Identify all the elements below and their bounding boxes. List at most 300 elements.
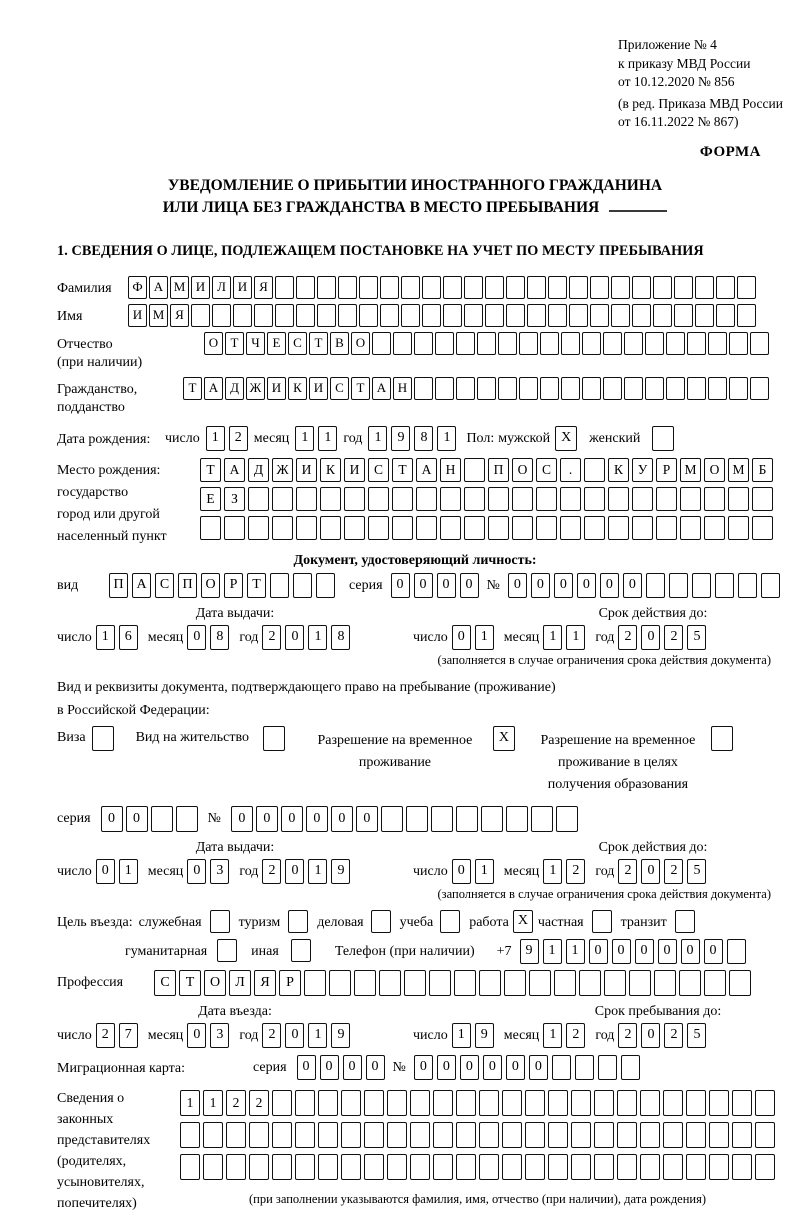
character-cell[interactable] [180,1122,200,1148]
character-cell[interactable] [381,806,403,832]
character-cell[interactable]: 0 [531,573,550,598]
character-cell[interactable] [422,276,441,299]
character-cell[interactable] [687,377,706,400]
character-cell[interactable]: 1 [180,1090,200,1116]
character-cell[interactable]: 6 [119,625,138,650]
character-cell[interactable] [401,276,420,299]
character-cell[interactable] [525,1154,545,1180]
character-cell[interactable]: 0 [635,939,654,964]
character-cell[interactable] [632,276,651,299]
character-cell[interactable] [527,304,546,327]
character-cell[interactable] [709,1090,729,1116]
character-cell[interactable] [233,304,252,327]
character-cell[interactable] [404,970,426,996]
character-cell[interactable] [653,304,672,327]
purpose-other-checkbox[interactable] [291,939,311,962]
character-cell[interactable] [548,276,567,299]
character-cell[interactable] [582,332,601,355]
character-cell[interactable] [338,276,357,299]
character-cell[interactable] [226,1122,246,1148]
character-cell[interactable] [440,516,461,540]
character-cell[interactable] [410,1154,430,1180]
character-cell[interactable] [320,487,341,511]
character-cell[interactable]: 3 [210,1023,229,1048]
character-cell[interactable] [498,377,517,400]
character-cell[interactable]: Ф [128,276,147,299]
character-cell[interactable]: О [704,458,725,482]
character-cell[interactable] [456,1122,476,1148]
character-cell[interactable] [729,332,748,355]
character-cell[interactable] [590,304,609,327]
character-cell[interactable] [525,1090,545,1116]
character-cell[interactable] [738,573,757,598]
character-cell[interactable] [506,304,525,327]
purpose-tourism-checkbox[interactable] [288,910,308,933]
character-cell[interactable]: 1 [96,625,115,650]
character-cell[interactable] [344,487,365,511]
character-cell[interactable]: Т [183,377,202,400]
character-cell[interactable] [380,276,399,299]
character-cell[interactable]: З [224,487,245,511]
character-cell[interactable] [317,276,336,299]
character-cell[interactable] [296,516,317,540]
character-cell[interactable]: 9 [475,1023,494,1048]
character-cell[interactable] [582,377,601,400]
character-cell[interactable] [392,516,413,540]
character-cell[interactable]: 0 [96,859,115,884]
character-cell[interactable] [226,1154,246,1180]
character-cell[interactable] [320,516,341,540]
character-cell[interactable] [653,276,672,299]
character-cell[interactable] [640,1090,660,1116]
character-cell[interactable] [364,1090,384,1116]
character-cell[interactable]: Р [656,458,677,482]
character-cell[interactable] [617,1122,637,1148]
character-cell[interactable]: 0 [704,939,723,964]
character-cell[interactable]: Е [267,332,286,355]
character-cell[interactable]: Ж [272,458,293,482]
character-cell[interactable] [632,516,653,540]
character-cell[interactable]: 0 [641,1023,660,1048]
character-cell[interactable] [296,487,317,511]
character-cell[interactable] [594,1122,614,1148]
character-cell[interactable]: О [204,970,226,996]
character-cell[interactable]: О [351,332,370,355]
character-cell[interactable] [686,1090,706,1116]
character-cell[interactable] [416,487,437,511]
character-cell[interactable]: 0 [306,806,328,832]
character-cell[interactable]: Ч [246,332,265,355]
character-cell[interactable]: Т [351,377,370,400]
character-cell[interactable] [519,332,538,355]
character-cell[interactable] [663,1090,683,1116]
character-cell[interactable]: С [536,458,557,482]
character-cell[interactable]: 0 [187,1023,206,1048]
character-cell[interactable]: И [191,276,210,299]
character-cell[interactable]: Д [225,377,244,400]
character-cell[interactable]: 1 [543,859,562,884]
character-cell[interactable] [387,1154,407,1180]
character-cell[interactable] [318,1122,338,1148]
character-cell[interactable] [645,377,664,400]
character-cell[interactable] [750,377,769,400]
character-cell[interactable]: 0 [508,573,527,598]
character-cell[interactable] [272,516,293,540]
character-cell[interactable] [393,332,412,355]
character-cell[interactable] [531,806,553,832]
character-cell[interactable]: 0 [452,625,471,650]
character-cell[interactable] [502,1122,522,1148]
character-cell[interactable] [477,332,496,355]
character-cell[interactable] [704,970,726,996]
character-cell[interactable] [715,573,734,598]
character-cell[interactable] [617,1154,637,1180]
character-cell[interactable] [464,458,485,482]
character-cell[interactable]: С [155,573,174,598]
character-cell[interactable] [249,1154,269,1180]
character-cell[interactable]: К [320,458,341,482]
character-cell[interactable] [341,1090,361,1116]
character-cell[interactable]: С [154,970,176,996]
character-cell[interactable] [368,487,389,511]
character-cell[interactable] [359,276,378,299]
character-cell[interactable]: 0 [641,625,660,650]
character-cell[interactable] [416,516,437,540]
character-cell[interactable] [359,304,378,327]
character-cell[interactable] [176,806,198,832]
character-cell[interactable] [329,970,351,996]
character-cell[interactable] [387,1122,407,1148]
purpose-study-checkbox[interactable] [440,910,460,933]
character-cell[interactable] [212,304,231,327]
character-cell[interactable] [598,1055,617,1080]
character-cell[interactable] [304,970,326,996]
character-cell[interactable] [479,1154,499,1180]
character-cell[interactable]: 1 [308,1023,327,1048]
character-cell[interactable] [732,1154,752,1180]
character-cell[interactable]: 0 [391,573,410,598]
character-cell[interactable] [488,516,509,540]
edu-permit-checkbox[interactable] [711,726,733,751]
character-cell[interactable]: И [309,377,328,400]
character-cell[interactable] [709,1122,729,1148]
character-cell[interactable]: 8 [331,625,350,650]
character-cell[interactable] [512,516,533,540]
character-cell[interactable] [611,276,630,299]
character-cell[interactable] [456,806,478,832]
character-cell[interactable] [440,487,461,511]
purpose-official-checkbox[interactable] [210,910,230,933]
character-cell[interactable]: Б [752,458,773,482]
character-cell[interactable] [750,332,769,355]
character-cell[interactable] [443,276,462,299]
character-cell[interactable] [479,1090,499,1116]
character-cell[interactable] [554,970,576,996]
character-cell[interactable] [272,487,293,511]
character-cell[interactable] [479,970,501,996]
character-cell[interactable] [435,332,454,355]
character-cell[interactable] [704,516,725,540]
character-cell[interactable]: 1 [368,426,387,451]
character-cell[interactable] [401,304,420,327]
character-cell[interactable] [629,970,651,996]
character-cell[interactable] [755,1154,775,1180]
character-cell[interactable] [728,487,749,511]
character-cell[interactable] [295,1122,315,1148]
character-cell[interactable]: 0 [641,859,660,884]
character-cell[interactable] [293,573,312,598]
character-cell[interactable] [318,1154,338,1180]
character-cell[interactable]: Д [248,458,269,482]
character-cell[interactable] [729,970,751,996]
character-cell[interactable]: 1 [203,1090,223,1116]
character-cell[interactable]: 0 [414,1055,433,1080]
character-cell[interactable] [603,377,622,400]
character-cell[interactable] [761,573,780,598]
character-cell[interactable]: 8 [210,625,229,650]
character-cell[interactable] [433,1122,453,1148]
character-cell[interactable] [708,377,727,400]
character-cell[interactable]: 0 [658,939,677,964]
character-cell[interactable] [666,377,685,400]
character-cell[interactable]: 8 [414,426,433,451]
character-cell[interactable] [379,970,401,996]
sex-male-checkbox[interactable]: X [555,426,577,451]
character-cell[interactable] [364,1122,384,1148]
character-cell[interactable] [464,276,483,299]
character-cell[interactable]: А [372,377,391,400]
character-cell[interactable]: Т [309,332,328,355]
character-cell[interactable]: 2 [566,1023,585,1048]
character-cell[interactable]: 2 [664,1023,683,1048]
character-cell[interactable]: Т [392,458,413,482]
character-cell[interactable] [435,377,454,400]
character-cell[interactable] [372,332,391,355]
character-cell[interactable] [727,939,746,964]
character-cell[interactable] [498,332,517,355]
character-cell[interactable] [519,377,538,400]
character-cell[interactable]: 1 [475,859,494,884]
character-cell[interactable] [479,1122,499,1148]
character-cell[interactable]: И [296,458,317,482]
character-cell[interactable] [737,276,756,299]
character-cell[interactable] [200,516,221,540]
character-cell[interactable]: 0 [483,1055,502,1080]
character-cell[interactable] [752,487,773,511]
character-cell[interactable]: А [416,458,437,482]
character-cell[interactable]: 1 [437,426,456,451]
character-cell[interactable]: 2 [262,625,281,650]
character-cell[interactable] [275,276,294,299]
character-cell[interactable] [485,304,504,327]
character-cell[interactable] [248,487,269,511]
character-cell[interactable] [680,516,701,540]
character-cell[interactable] [317,304,336,327]
character-cell[interactable]: М [149,304,168,327]
character-cell[interactable]: 9 [331,859,350,884]
visa-checkbox[interactable] [92,726,114,751]
character-cell[interactable]: 0 [460,1055,479,1080]
temp-permit-checkbox[interactable]: X [493,726,515,751]
character-cell[interactable]: 2 [664,859,683,884]
character-cell[interactable] [456,1090,476,1116]
character-cell[interactable]: 0 [437,1055,456,1080]
character-cell[interactable] [295,1090,315,1116]
character-cell[interactable]: 2 [664,625,683,650]
character-cell[interactable]: В [330,332,349,355]
character-cell[interactable] [584,516,605,540]
character-cell[interactable]: 0 [612,939,631,964]
character-cell[interactable] [433,1090,453,1116]
character-cell[interactable]: 0 [297,1055,316,1080]
character-cell[interactable]: А [204,377,223,400]
character-cell[interactable]: А [149,276,168,299]
character-cell[interactable] [406,806,428,832]
character-cell[interactable]: 2 [96,1023,115,1048]
character-cell[interactable] [584,458,605,482]
character-cell[interactable] [429,970,451,996]
character-cell[interactable] [704,487,725,511]
character-cell[interactable]: 2 [262,1023,281,1048]
character-cell[interactable]: 0 [356,806,378,832]
character-cell[interactable] [316,573,335,598]
character-cell[interactable] [249,1122,269,1148]
character-cell[interactable] [603,332,622,355]
character-cell[interactable]: М [728,458,749,482]
character-cell[interactable]: 2 [618,625,637,650]
character-cell[interactable] [502,1154,522,1180]
character-cell[interactable]: Н [440,458,461,482]
character-cell[interactable]: . [560,458,581,482]
character-cell[interactable] [275,304,294,327]
character-cell[interactable]: Т [247,573,266,598]
character-cell[interactable] [422,304,441,327]
character-cell[interactable] [180,1154,200,1180]
character-cell[interactable] [695,304,714,327]
character-cell[interactable] [621,1055,640,1080]
character-cell[interactable] [504,970,526,996]
character-cell[interactable]: 1 [543,939,562,964]
character-cell[interactable]: 0 [126,806,148,832]
character-cell[interactable] [548,1090,568,1116]
character-cell[interactable] [272,1090,292,1116]
character-cell[interactable]: 5 [687,859,706,884]
character-cell[interactable] [687,332,706,355]
character-cell[interactable] [380,304,399,327]
character-cell[interactable] [414,377,433,400]
character-cell[interactable] [387,1090,407,1116]
character-cell[interactable] [646,573,665,598]
purpose-humanitarian-checkbox[interactable] [217,939,237,962]
character-cell[interactable]: 0 [577,573,596,598]
character-cell[interactable] [632,487,653,511]
character-cell[interactable] [692,573,711,598]
character-cell[interactable] [590,276,609,299]
character-cell[interactable] [464,304,483,327]
character-cell[interactable]: Т [225,332,244,355]
character-cell[interactable] [481,806,503,832]
character-cell[interactable] [666,332,685,355]
character-cell[interactable]: 7 [119,1023,138,1048]
character-cell[interactable] [203,1154,223,1180]
character-cell[interactable] [632,304,651,327]
character-cell[interactable] [617,1090,637,1116]
character-cell[interactable] [556,806,578,832]
character-cell[interactable] [477,377,496,400]
character-cell[interactable]: 2 [249,1090,269,1116]
character-cell[interactable] [456,1154,476,1180]
character-cell[interactable] [548,304,567,327]
character-cell[interactable] [752,516,773,540]
purpose-business-checkbox[interactable] [371,910,391,933]
character-cell[interactable]: 0 [331,806,353,832]
character-cell[interactable]: 0 [529,1055,548,1080]
character-cell[interactable] [536,516,557,540]
character-cell[interactable]: 0 [187,859,206,884]
character-cell[interactable] [341,1154,361,1180]
character-cell[interactable] [512,487,533,511]
character-cell[interactable]: 2 [226,1090,246,1116]
character-cell[interactable]: 9 [520,939,539,964]
character-cell[interactable] [608,487,629,511]
character-cell[interactable]: 0 [343,1055,362,1080]
character-cell[interactable] [575,1055,594,1080]
character-cell[interactable]: 0 [256,806,278,832]
character-cell[interactable] [732,1090,752,1116]
character-cell[interactable]: Я [254,970,276,996]
character-cell[interactable] [368,516,389,540]
character-cell[interactable] [464,516,485,540]
character-cell[interactable]: 2 [262,859,281,884]
character-cell[interactable]: С [330,377,349,400]
character-cell[interactable]: 0 [600,573,619,598]
character-cell[interactable]: 0 [554,573,573,598]
character-cell[interactable] [728,516,749,540]
character-cell[interactable]: 3 [210,859,229,884]
character-cell[interactable]: 0 [460,573,479,598]
character-cell[interactable]: 2 [566,859,585,884]
character-cell[interactable] [571,1154,591,1180]
character-cell[interactable] [708,332,727,355]
character-cell[interactable]: 0 [589,939,608,964]
purpose-private-checkbox[interactable] [592,910,612,933]
character-cell[interactable]: С [368,458,389,482]
character-cell[interactable]: О [204,332,223,355]
character-cell[interactable] [410,1122,430,1148]
character-cell[interactable] [560,487,581,511]
character-cell[interactable]: 2 [618,859,637,884]
character-cell[interactable]: А [132,573,151,598]
character-cell[interactable] [540,332,559,355]
character-cell[interactable]: 0 [187,625,206,650]
character-cell[interactable]: 1 [119,859,138,884]
character-cell[interactable] [755,1090,775,1116]
character-cell[interactable]: Т [179,970,201,996]
character-cell[interactable] [431,806,453,832]
character-cell[interactable] [594,1090,614,1116]
character-cell[interactable]: 5 [687,625,706,650]
character-cell[interactable]: Я [170,304,189,327]
character-cell[interactable]: И [128,304,147,327]
character-cell[interactable] [561,332,580,355]
character-cell[interactable]: И [267,377,286,400]
character-cell[interactable]: 1 [206,426,225,451]
character-cell[interactable] [433,1154,453,1180]
character-cell[interactable] [295,1154,315,1180]
character-cell[interactable] [502,1090,522,1116]
character-cell[interactable] [354,970,376,996]
character-cell[interactable]: А [224,458,245,482]
